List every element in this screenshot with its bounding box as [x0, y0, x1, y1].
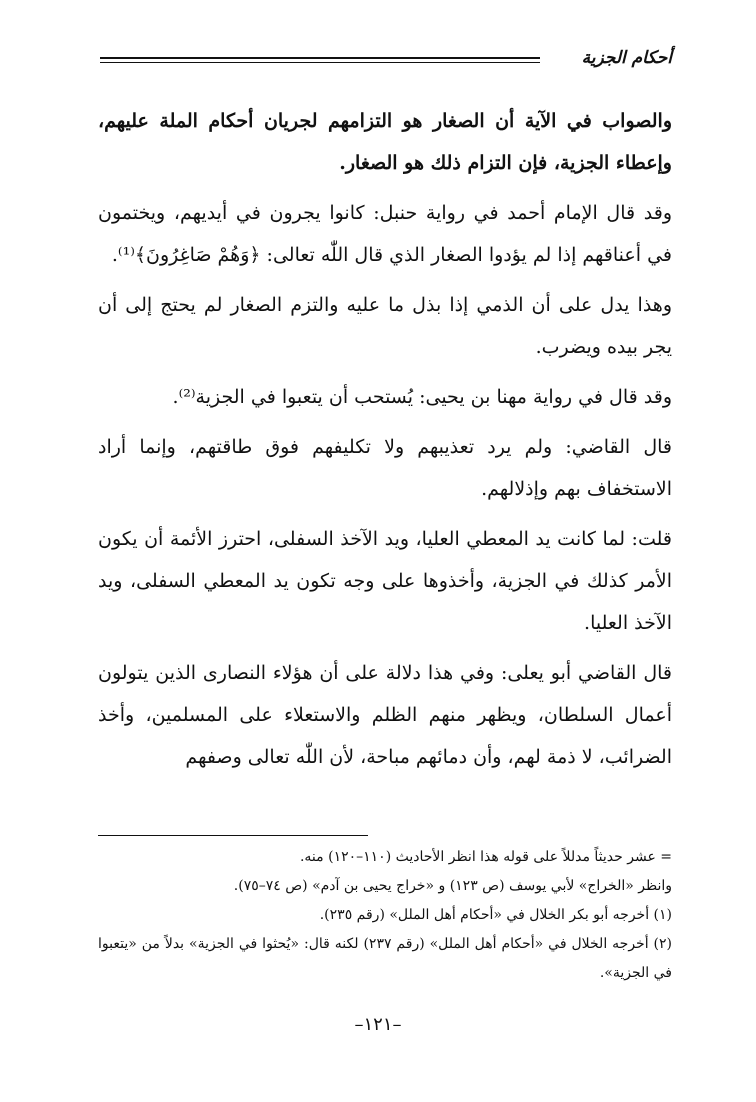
footnote-1: (١) أخرجه أبو بكر الخلال في «أحكام أهل الملل» (رقم ٢٣٥).	[319, 907, 672, 923]
paragraph-1: والصواب في الآية أن الصغار هو التزامهم لجريان أحكام الملة عليهم، وإعطاء الجزية، فإن التزام ذلك هو الصغار.	[98, 110, 672, 174]
paragraph-4: وقد قال في رواية مهنا بن يحيى: يُستحب أن يتعبوا في الجزية⁽²⁾.	[172, 386, 672, 408]
main-text	[98, 100, 672, 786]
paragraph-7: قال القاضي أبو يعلى: وفي هذا دلالة على أن هؤلاء النصارى الذين يتولون أعمال السلطان، ويظهر منهم الظلم والاستعلاء على المسلمين، وأخذ الضرائب، لا ذمة لهم، وأن دمائهم مباحة، لأن اللّٰه تعالى وصفهم	[98, 662, 672, 768]
footnote-continuation: = عشر حديثاً مدللاً على قوله هذا انظر الأحاديث (١١٠–١٢٠) منه.	[299, 849, 672, 865]
paragraph-6: قلت: لما كانت يد المعطي العليا، ويد الآخذ السفلى، احترز الأئمة أن يكون الأمر كذلك في الجزية، وأخذوها على وجه تكون يد المعطي السفلى، ويد الآخذ العليا.	[98, 528, 672, 634]
footnote-separator	[98, 835, 368, 836]
header-rule	[100, 57, 540, 63]
header-title: أحكام الجزية	[581, 48, 672, 68]
running-header	[100, 46, 672, 74]
paragraph-3: وهذا يدل على أن الذمي إذا بذل ما عليه والتزم الصغار لم يحتج إلى أن يجر بيده ويضرب.	[98, 294, 672, 358]
footnote-continuation-2: وانظر «الخراج» لأبي يوسف (ص ١٢٣) و «خراج يحيى بن آدم» (ص ٧٤–٧٥).	[233, 878, 672, 894]
paragraph-2: وقد قال الإمام أحمد في رواية حنبل: كانوا يجرون في أيديهم، ويختمون في أعناقهم إذا لم يؤدوا الصغار الذي قال اللّٰه تعالى: ﴿وَهُمْ صَاغِرُونَ﴾⁽¹⁾.	[98, 202, 672, 266]
paragraph-5: قال القاضي: ولم يرد تعذيبهم ولا تكليفهم فوق طاقتهم، وإنما أراد الاستخفاف بهم وإذلالهم.	[98, 436, 672, 500]
footnotes	[98, 843, 672, 988]
page-number: –١٢١–	[354, 1014, 402, 1035]
footnote-2: (٢) أخرجه الخلال في «أحكام أهل الملل» (رقم ٢٣٧) لكنه قال: «يُحثوا في الجزية» بدلاً من «يتعبوا في الجزية».	[98, 936, 672, 981]
